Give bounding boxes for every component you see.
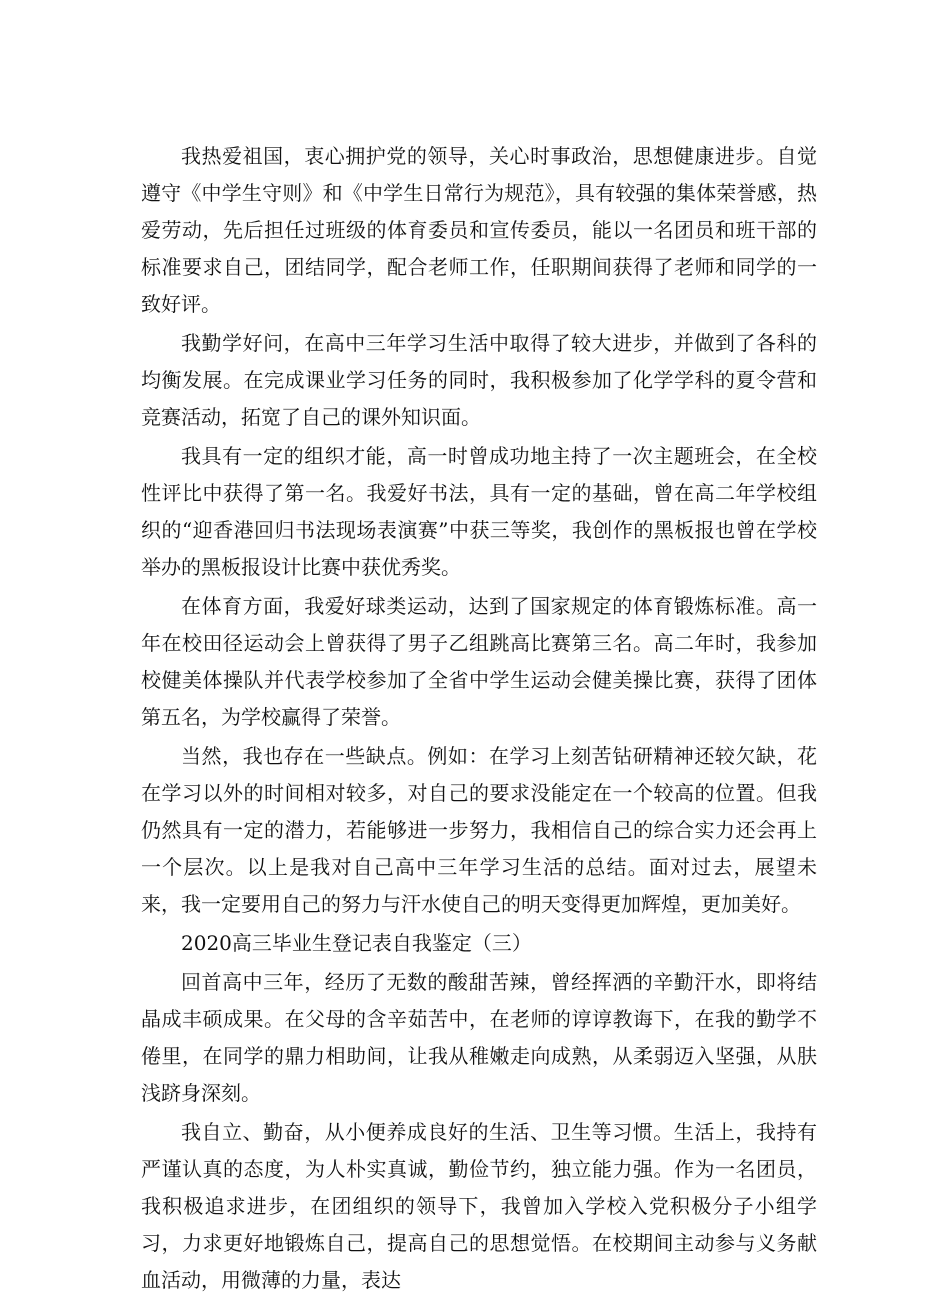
paragraph-retrospect: 回首高中三年，经历了无数的酸甜苦辣，曾经挥洒的辛勤汗水，即将结晶成丰硕成果。在父母的含辛茹苦中，在老师的谆谆教诲下，在我的勤学不倦里，在同学的鼎力相助间，让我从稚嫩走向成熟，从柔弱迈入坚强，从肤浅跻身深刻。 (141, 970, 817, 1105)
paragraph-study: 我勤学好问，在高中三年学习生活中取得了较大进步，并做到了各科的均衡发展。在完成课业学习任务的同时，我积极参加了化学学科的夏令营和竞赛活动，拓宽了自己的课外知识面。 (141, 331, 817, 429)
section-heading: 2020高三毕业生登记表自我鉴定（三） (181, 931, 532, 955)
paragraph-self-reliance: 我自立、勤奋，从小便养成良好的生活、卫生等习惯。生活上，我持有严谨认真的态度，为人朴实真诚，勤俭节约，独立能力强。作为一名团员，我积极追求进步，在团组织的领导下，我曾加入学校入党积极分子小组学习，力求更好地锻炼自己，提高自己的思想觉悟。在校期间主动参与义务献血活动，用微薄的力量，表达 (141, 1120, 817, 1292)
paragraph-organization: 我具有一定的组织才能，高一时曾成功地主持了一次主题班会，在全校性评比中获得了第一名。我爱好书法，具有一定的基础，曾在高二年学校组织的“迎香港回归书法现场表演赛”中获三等奖，我创作的黑板报也曾在学校举办的黑板报设计比赛中获优秀奖。 (141, 444, 817, 579)
paragraph-sports: 在体育方面，我爱好球类运动，达到了国家规定的体育锻炼标准。高一年在校田径运动会上曾获得了男子乙组跳高比赛第三名。高二年时，我参加校健美体操队并代表学校参加了全省中学生运动会健美操比赛，获得了团体第五名，为学校赢得了荣誉。 (141, 594, 817, 729)
paragraph-shortcomings: 当然，我也存在一些缺点。例如：在学习上刻苦钻研精神还较欠缺，花在学习以外的时间相对较多，对自己的要求没能定在一个较高的位置。但我仍然具有一定的潜力，若能够进一步努力，我相信自己的综合实力还会再上一个层次。以上是我对自己高中三年学习生活的总结。面对过去，展望未来，我一定要用自己的努力与汗水使自己的明天变得更加辉煌，更加美好。 (141, 744, 817, 916)
paragraph-patriotism: 我热爱祖国，衷心拥护党的领导，关心时事政治，思想健康进步。自觉遵守《中学生守则》和《中学生日常行为规范》，具有较强的集体荣誉感，热爱劳动，先后担任过班级的体育委员和宣传委员，能以一名团员和班干部的标准要求自己，团结同学，配合老师工作，任职期间获得了老师和同学的一致好评。 (141, 144, 817, 316)
document-body (141, 138, 817, 1301)
